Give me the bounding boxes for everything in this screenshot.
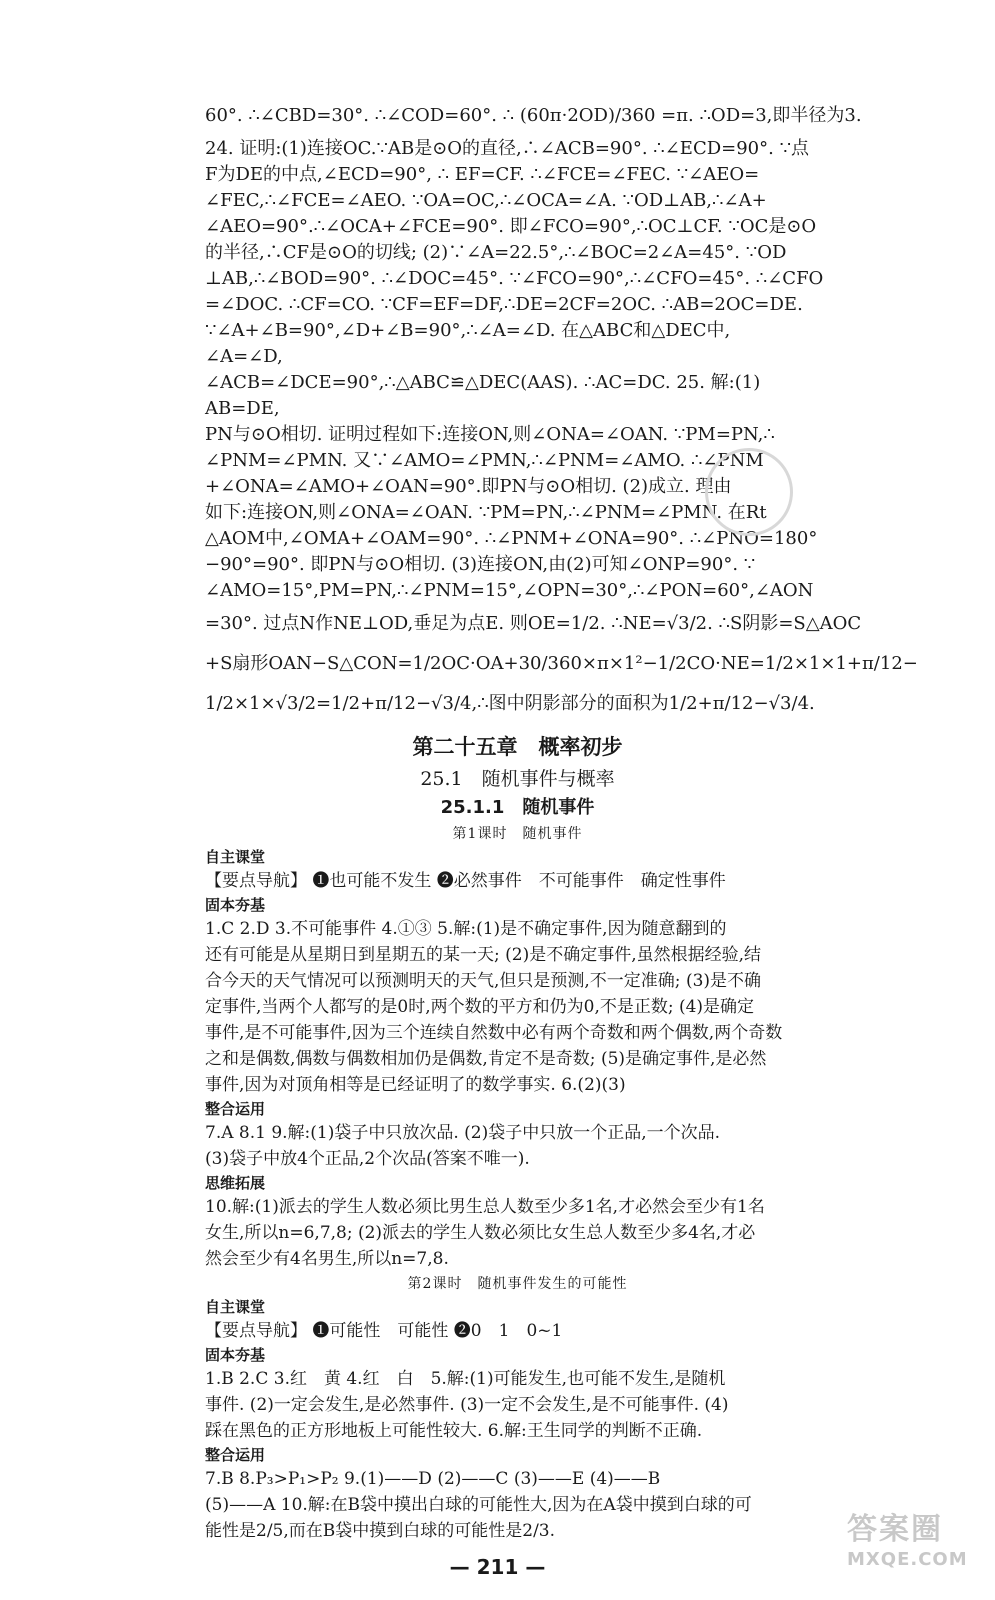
heading-integrate: 整合运用 xyxy=(205,1100,266,1118)
text-line: F为DE的中点,∠ECD=90°, ∴ EF=CF. ∴∠FCE=∠FEC. ∵∠AEO= xyxy=(205,164,760,185)
subsection-title: 25.1.1 随机事件 xyxy=(440,797,595,818)
text-line: 1.B 2.C 3.红 黄 4.红 白 5.解:(1)可能发生,也可能不发生,是随机 xyxy=(205,1369,726,1389)
text-line: ∠ACB=∠DCE=90°,∴△ABC≌△DEC(AAS). ∴AC=DC. 25. 解:(1) xyxy=(205,372,761,393)
watermark-text: 答案圈 xyxy=(847,1512,943,1547)
heading-extend: 思维拓展 xyxy=(205,1174,266,1192)
text-line: 然会至少有4名男生,所以n=7,8. xyxy=(205,1249,449,1269)
text-line: △AOM中,∠OMA+∠OAM=90°. ∴∠PNM+∠ONA=90°. ∴∠PNO=180° xyxy=(205,528,818,549)
text-line: PN与⊙O相切. 证明过程如下:连接ON,则∠ONA=∠OAN. ∵PM=PN,∴ xyxy=(205,424,775,445)
text-line: 10.解:(1)派去的学生人数必须比男生总人数至少多1名,才必然会至少有1名 xyxy=(205,1197,765,1217)
heading-self-study: 自主课堂 xyxy=(205,1298,266,1316)
heading-basics: 固本夯基 xyxy=(205,896,266,914)
watermark-logo xyxy=(847,1512,977,1582)
lesson-1 xyxy=(205,822,830,1272)
text-line: 7.A 8.1 9.解:(1)袋子中只放次品. (2)袋子中只放一个正品,一个次品. xyxy=(205,1123,721,1143)
lesson-2 xyxy=(205,1272,830,1544)
text-line: 踩在黑色的正方形地板上可能性较大. 6.解:王生同学的判断不正确. xyxy=(205,1421,703,1441)
text-line: (5)——A 10.解:在B袋中摸出白球的可能性大,因为在A袋中摸到白球的可 xyxy=(205,1495,752,1515)
text-line: 24. 证明:(1)连接OC.∵AB是⊙O的直径,∴∠ACB=90°. ∴∠ECD=90°. ∵点 xyxy=(205,138,810,159)
text-line: ∠A=∠D, xyxy=(205,346,283,367)
text-line: −90°=90°. 即PN与⊙O相切. (3)连接ON,由(2)可知∠ONP=90°. ∵ xyxy=(205,554,756,575)
text-line: 女生,所以n=6,7,8; (2)派去的学生人数必须比女生总人数至少多4名,才必 xyxy=(205,1223,756,1243)
text-line: 1.C 2.D 3.不可能事件 4.①③ 5.解:(1)是不确定事件,因为随意翻到的 xyxy=(205,919,727,939)
text-line: 的半径,∴CF是⊙O的切线; (2)∵∠A=22.5°,∴∠BOC=2∠A=45°. ∵OD xyxy=(205,242,787,263)
text-line: 事件. (2)一定会发生,是必然事件. (3)一定不会发生,是不可能事件. (4) xyxy=(205,1395,729,1415)
text-line: ∵∠A+∠B=90°,∠D+∠B=90°,∴∠A=∠D. 在△ABC和△DEC中, xyxy=(205,320,731,341)
text-line: +∠ONA=∠AMO+∠OAN=90°.即PN与⊙O相切. (2)成立. 理由 xyxy=(205,476,732,497)
heading-self-study: 自主课堂 xyxy=(205,848,266,866)
text-line: 1/2×1×√3/2=1/2+π/12−√3/4,∴图中阴影部分的面积为1/2+π/12−√3/4. xyxy=(205,693,815,714)
text-line: 之和是偶数,偶数与偶数相加仍是偶数,肯定不是奇数; (5)是确定事件,是必然 xyxy=(205,1049,767,1069)
lesson-title: 第1课时 随机事件 xyxy=(452,826,583,842)
text-line: 事件,是不可能事件,因为三个连续自然数中必有两个奇数和两个偶数,两个奇数 xyxy=(205,1023,783,1043)
text-line: ∠AMO=15°,PM=PN,∴∠PNM=15°,∠OPN=30°,∴∠PON=60°,∠AON xyxy=(205,580,814,601)
text-line: =∠DOC. ∴CF=CO. ∵CF=EF=DF,∴DE=2CF=2OC. ∴AB=2OC=DE. xyxy=(205,294,803,315)
text-line: 定事件,当两个人都写的是0时,两个数的平方和仍为0,不是正数; (4)是确定 xyxy=(205,997,755,1017)
heading-basics: 固本夯基 xyxy=(205,1346,266,1364)
text-line: 60°. ∴∠CBD=30°. ∴∠COD=60°. ∴ (60π·2OD)/360 =π. ∴OD=3,即半径为3. xyxy=(205,105,862,126)
text-line: 事件,因为对顶角相等是已经证明了的数学事实. 6.(2)(3) xyxy=(205,1075,626,1095)
text-line: ∠FEC,∴∠FCE=∠AEO. ∵OA=OC,∴∠OCA=∠A. ∵OD⊥AB,∴∠A+ xyxy=(205,190,767,211)
text-line: 还有可能是从星期日到星期五的某一天; (2)是不确定事件,虽然根据经验,结 xyxy=(205,945,762,965)
key-points: 【要点导航】 ❶也可能不发生 ❷必然事件 不可能事件 确定性事件 xyxy=(205,871,726,891)
previous-solution xyxy=(205,96,918,724)
text-line: ⊥AB,∴∠BOD=90°. ∴∠DOC=45°. ∵∠FCO=90°,∴∠CFO=45°. ∴∠CFO xyxy=(205,268,824,289)
text-line: ∠PNM=∠PMN. 又∵∠AMO=∠PMN,∴∠PNM=∠AMO. ∴∠PNM xyxy=(205,450,764,471)
text-line: 合今天的天气情况可以预测明天的天气,但只是预测,不一定准确; (3)是不确 xyxy=(205,971,762,991)
page-number: — 211 — xyxy=(449,1555,546,1579)
chapter-title: 第二十五章 概率初步 xyxy=(412,735,623,759)
stamp-mark xyxy=(705,448,793,536)
text-line: 如下:连接ON,则∠ONA=∠OAN. ∵PM=PN,∴∠PNM=∠PMN. 在Rt xyxy=(205,502,767,523)
text-line: (3)袋子中放4个正品,2个次品(答案不唯一). xyxy=(205,1149,530,1169)
key-points: 【要点导航】 ❶可能性 可能性 ❷0 1 0~1 xyxy=(205,1321,563,1341)
heading-integrate: 整合运用 xyxy=(205,1446,266,1464)
text-line: 7.B 8.P₃>P₁>P₂ 9.(1)——D (2)——C (3)——E (4)——B xyxy=(205,1469,661,1489)
text-line: +S扇形OAN−S△CON=1/2OC·OA+30/360×π×1²−1/2CO·NE=1/2×1×1+π/12− xyxy=(205,653,918,674)
lesson-title: 第2课时 随机事件发生的可能性 xyxy=(407,1276,628,1292)
watermark-url: MXQE.COM xyxy=(847,1549,968,1570)
text-line: AB=DE, xyxy=(205,398,280,419)
text-line: ∠AEO=90°.∴∠OCA+∠FCE=90°. 即∠FCO=90°,∴OC⊥CF. ∵OC是⊙O xyxy=(205,216,817,237)
text-line: =30°. 过点N作NE⊥OD,垂足为点E. 则OE=1/2. ∴NE=√3/2. ∴S阴影=S△AOC xyxy=(205,613,862,634)
section-title: 25.1 随机事件与概率 xyxy=(420,768,615,790)
text-line: 能性是2/5,而在B袋中摸到白球的可能性是2/3. xyxy=(205,1521,556,1541)
